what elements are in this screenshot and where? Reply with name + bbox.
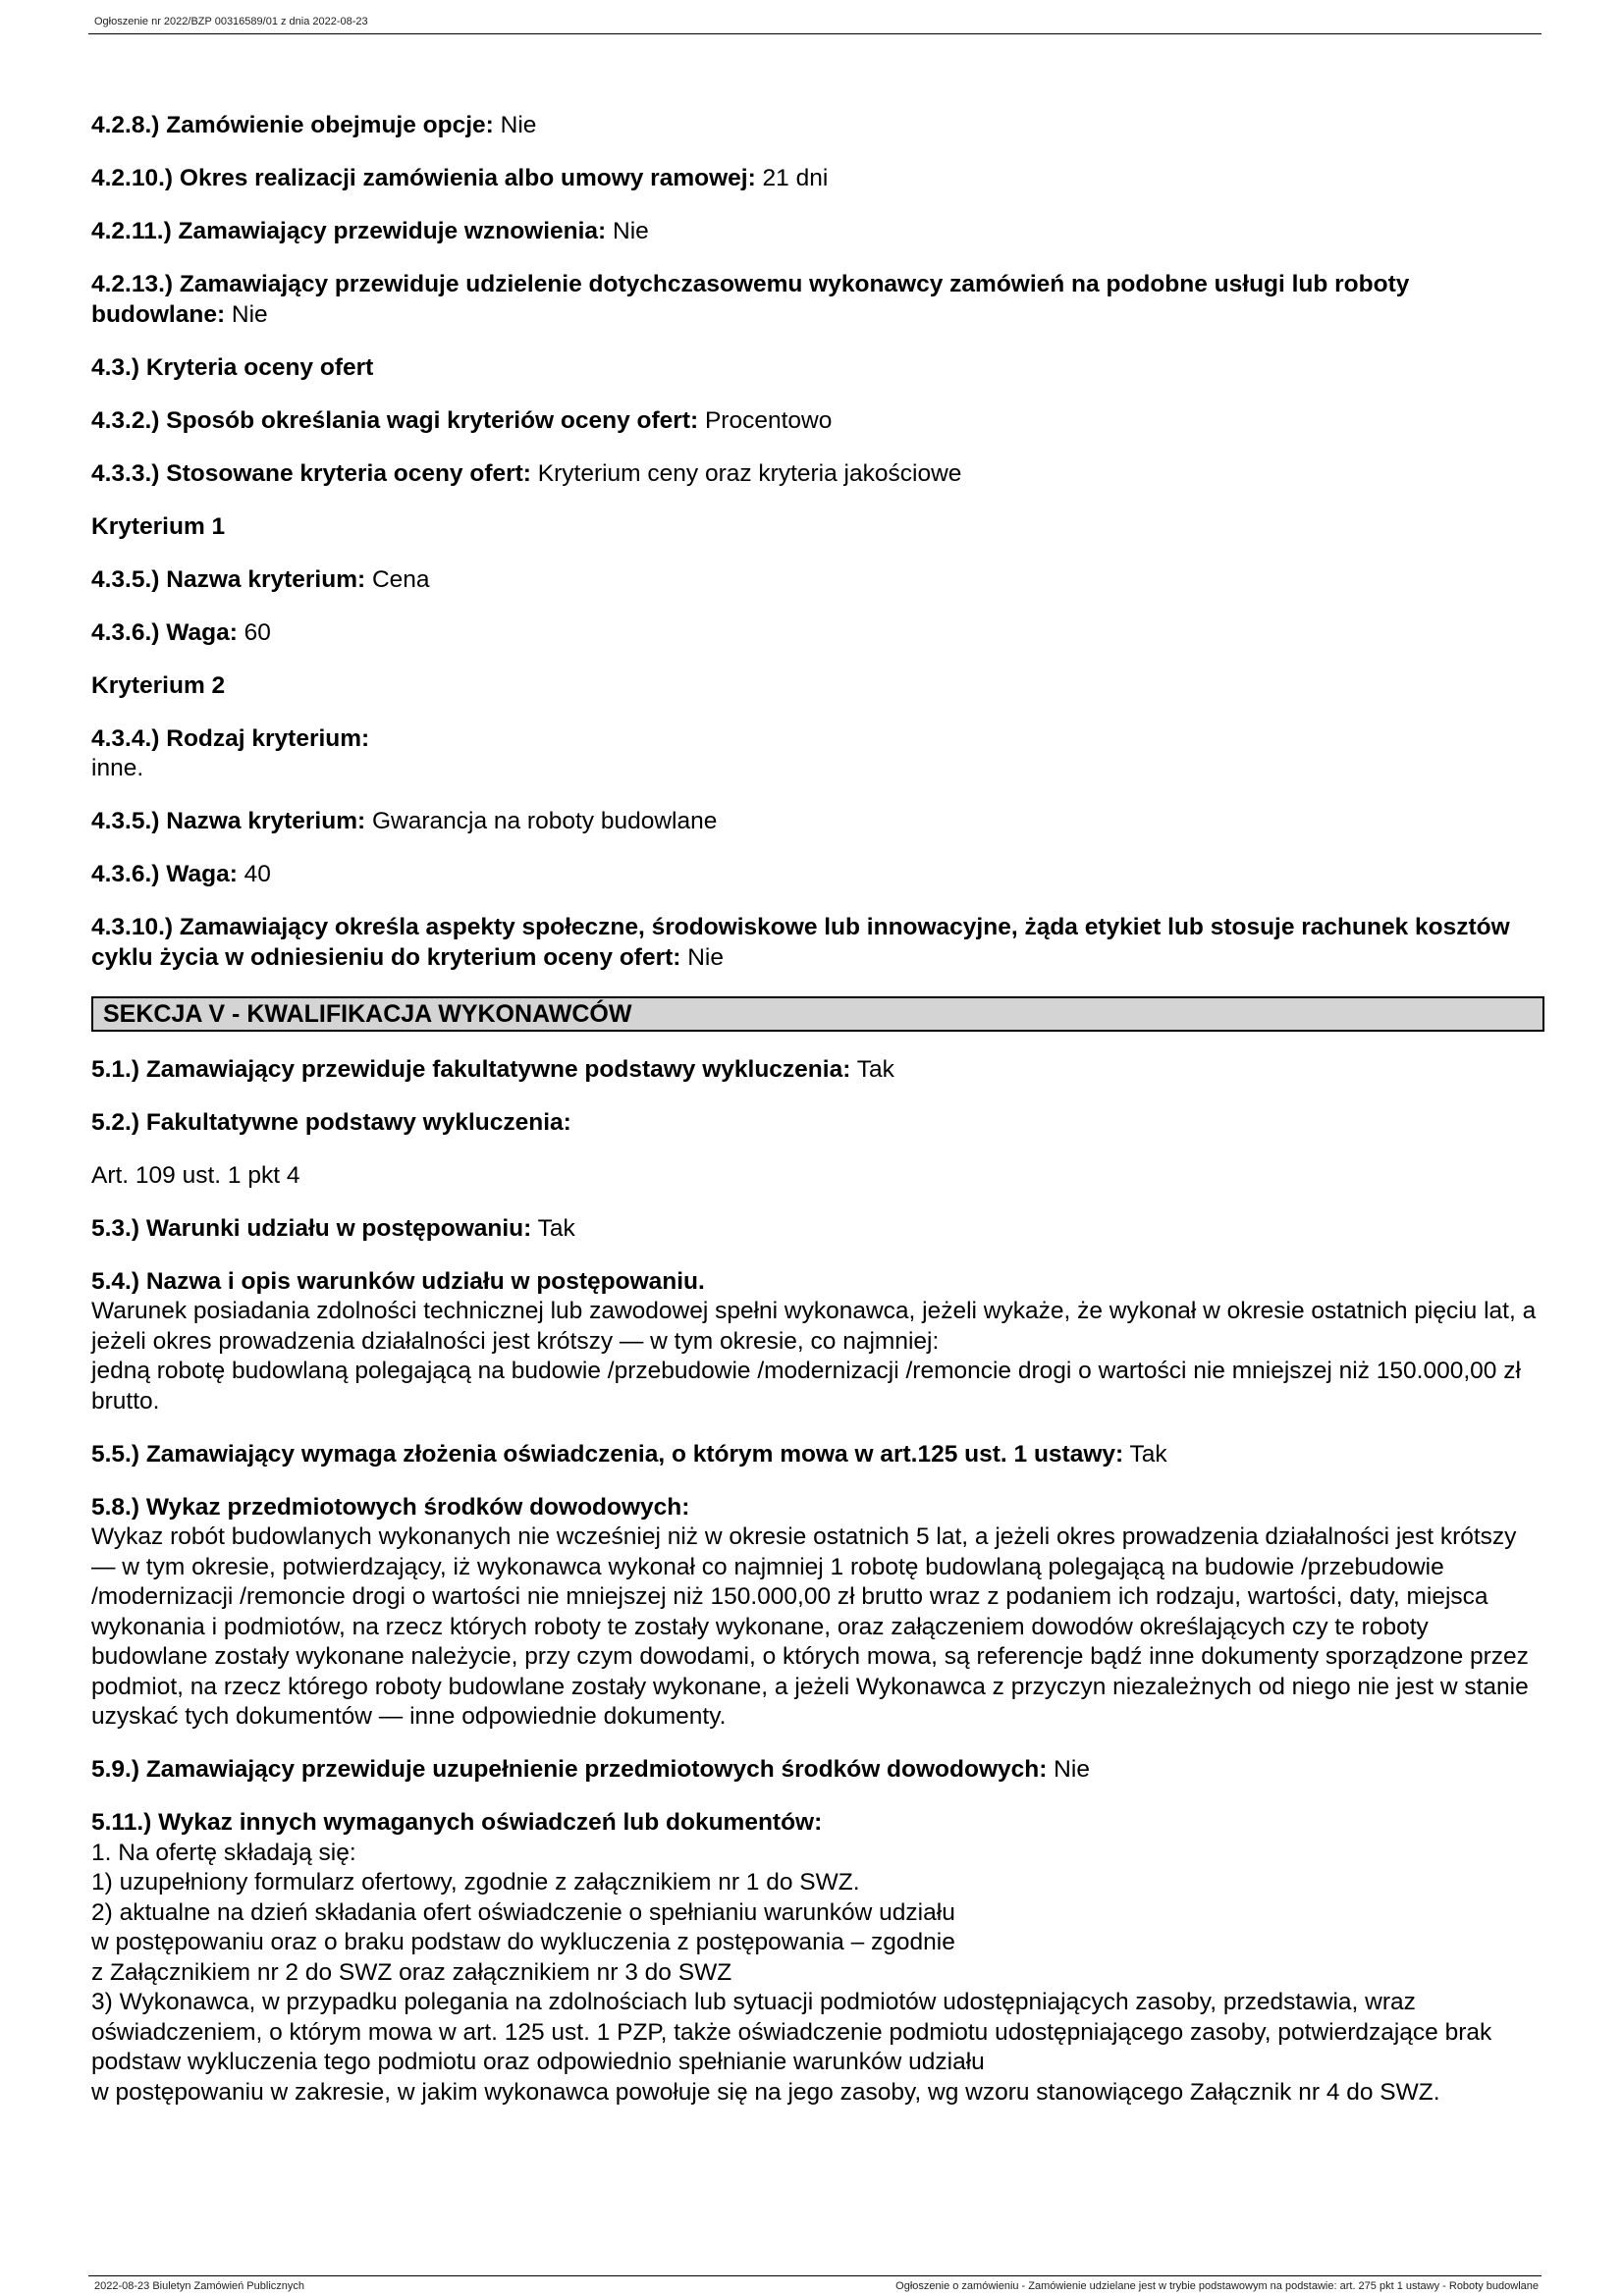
field-label: 4.3.10.) Zamawiający określa aspekty społeczne, środowiskowe lub innowacyjne, żąda etykiet lub stosuje rachunek kosztów cyklu życia w odniesieniu do kryterium oceny ofert:	[91, 914, 1510, 971]
field-label: 4.3.5.) Nazwa kryterium:	[91, 565, 366, 593]
field-label: 4.3.4.) Rodzaj kryterium:	[91, 724, 370, 752]
section-header: SEKCJA V - KWALIFIKACJA WYKONAWCÓW	[91, 996, 1544, 1032]
field-value: Nie	[493, 112, 537, 138]
field-entry	[91, 1808, 1544, 2108]
field-entry	[91, 1214, 1544, 1245]
field-label: 5.11.) Wykaz innych wymaganych oświadczeń lub dokumentów:	[91, 1809, 823, 1836]
field-label: 5.5.) Zamawiający wymaga złożenia oświadczenia, o którym mowa w art.125 ust. 1 ustawy:	[91, 1440, 1124, 1468]
field-label: 5.8.) Wykaz przedmiotowych środków dowodowych:	[91, 1493, 690, 1521]
field-label: Kryterium 1	[91, 512, 226, 540]
footer-left-text: 2022-08-23 Biuletyn Zamówień Publicznych	[94, 2280, 305, 2292]
field-label: 4.3.3.) Stosowane kryteria oceny ofert:	[91, 459, 531, 487]
field-entry	[91, 1755, 1544, 1786]
field-label: 5.1.) Zamawiający przewiduje fakultatywne podstawy wykluczenia:	[91, 1055, 851, 1083]
field-value: 21 dni	[755, 165, 829, 191]
field-entry	[91, 860, 1544, 890]
field-body-line: jedną robotę budowlaną polegającą na budowie /przebudowie /modernizacji /remoncie drogi o wartości nie mniejszej niż 150.000,00 zł brutto.	[91, 1358, 1521, 1415]
page-header-text: Ogłoszenie nr 2022/BZP 00316589/01 z dnia 2022-08-23	[94, 16, 368, 27]
field-value: Nie	[225, 300, 268, 328]
field-value: 40	[237, 861, 271, 887]
footer-rule	[88, 2275, 1542, 2276]
field-label: Kryterium 2	[91, 671, 226, 699]
field-value: Art. 109 ust. 1 pkt 4	[91, 1161, 300, 1189]
field-label: 4.3.) Kryteria oceny ofert	[91, 353, 374, 381]
field-body-line: 1) uzupełniony formularz ofertowy, zgodnie z załącznikiem nr 1 do SWZ.	[91, 1869, 860, 1896]
field-entry	[91, 1108, 1544, 1139]
field-entry	[91, 217, 1544, 247]
field-label: 4.2.11.) Zamawiający przewiduje wznowienia:	[91, 218, 607, 244]
field-body-line: w postępowaniu oraz o braku podstaw do wykluczenia z postępowania – zgodnie	[91, 1929, 955, 1955]
field-entry	[91, 353, 1544, 384]
field-value: 60	[237, 618, 271, 646]
field-entry	[91, 406, 1544, 437]
field-entry	[91, 111, 1544, 141]
field-body-line: Wykaz robót budowlanych wykonanych nie wcześniej niż w okresie ostatnich 5 lat, a jeżeli okres prowadzenia działalności jest krótszy — w tym okresie, potwierdzający, iż wykonawca wykonał co najmniej 1 robotę budowlaną polegającą na budowie /przebudowie /modernizacji /remoncie drogi o wartości nie mniejszej niż 150.000,00 zł brutto wraz z podaniem ich rodzaju, wartości, daty, miejsca wykonania i podmiotów, na rzecz których roboty te zostały wykonane, oraz załączeniem dowodów określających czy te roboty budowlane zostały wykonane należycie, przy czym dowodami, o których mowa, są referencje bądź inne dokumenty sporządzone przez podmiot, na rzecz którego roboty budowlane zostały wykonane, a jeżeli Wykonawca z przyczyn niezależnych od niego nie jest w stanie uzyskać tych dokumentów — inne odpowiednie dokumenty.	[91, 1523, 1529, 1730]
field-label: 4.2.13.) Zamawiający przewiduje udzielenie dotychczasowemu wykonawcy zamówień na podobne usługi lub roboty budowlane:	[91, 271, 1410, 328]
field-value: Tak	[531, 1214, 575, 1242]
field-entry	[91, 1440, 1544, 1470]
field-value: Nie	[680, 943, 724, 971]
field-body-line: z Załącznikiem nr 2 do SWZ oraz załącznikiem nr 3 do SWZ	[91, 1958, 732, 1986]
field-label: 4.3.6.) Waga:	[91, 861, 238, 887]
field-label: 4.3.5.) Nazwa kryterium:	[91, 808, 366, 834]
field-value: Cena	[365, 565, 430, 593]
field-entry	[91, 1055, 1544, 1086]
field-body-line: inne.	[91, 755, 144, 781]
field-value: Procentowo	[698, 406, 833, 434]
field-label: 5.2.) Fakultatywne podstawy wykluczenia:	[91, 1108, 571, 1136]
field-label: 5.4.) Nazwa i opis warunków udziału w postępowaniu.	[91, 1267, 705, 1295]
field-value: Gwarancja na roboty budowlane	[365, 808, 718, 834]
document-body	[91, 111, 1544, 2131]
field-label: 4.2.8.) Zamówienie obejmuje opcje:	[91, 112, 494, 138]
field-entry	[91, 512, 1544, 543]
field-entry	[91, 724, 1544, 784]
field-entry	[91, 270, 1544, 330]
field-label: 5.9.) Zamawiający przewiduje uzupełnienie przedmiotowych środków dowodowych:	[91, 1756, 1048, 1783]
field-label: 4.2.10.) Okres realizacji zamówienia albo umowy ramowej:	[91, 165, 756, 191]
field-body-line: Warunek posiadania zdolności technicznej lub zawodowej spełni wykonawca, jeżeli wykaże, że wykonał w okresie ostatnich pięciu lat, a jeżeli okres prowadzenia działalności jest krótszy — w tym okresie, co najmniej:	[91, 1298, 1537, 1355]
field-entry	[91, 164, 1544, 194]
field-entry	[91, 459, 1544, 490]
field-entry	[91, 1267, 1544, 1417]
section-v-items	[91, 1055, 1544, 2109]
field-entry	[91, 1493, 1544, 1733]
field-value: Tak	[850, 1055, 894, 1083]
field-value: Nie	[606, 218, 649, 244]
field-entry	[91, 565, 1544, 596]
field-value: Kryterium ceny oraz kryteria jakościowe	[530, 459, 962, 487]
field-value: Tak	[1123, 1440, 1167, 1468]
field-entry	[91, 913, 1544, 973]
field-body-line: 2) aktualne na dzień składania ofert oświadczenie o spełnianiu warunków udziału	[91, 1898, 955, 1926]
field-body-line: w postępowaniu w zakresie, w jakim wykonawca powołuje się na jego zasoby, wg wzoru stanowiącego Załącznik nr 4 do SWZ.	[91, 2078, 1440, 2106]
footer-right-text: Ogłoszenie o zamówieniu - Zamówienie udzielane jest w trybie podstawowym na podstawie: art. 275 pkt 1 ustawy - Roboty budowlane	[895, 2280, 1539, 2292]
field-label: 4.3.6.) Waga:	[91, 618, 238, 646]
field-entry	[91, 671, 1544, 702]
field-entry	[91, 807, 1544, 837]
field-body-line: 3) Wykonawca, w przypadku polegania na zdolnościach lub sytuacji podmiotów udostępniających zasoby, przedstawia, wraz oświadczeniem, o którym mowa w art. 125 ust. 1 PZP, także oświadczenie podmiotu udostępniającego zasoby, potwierdzające brak podstaw wykluczenia tego podmiotu oraz odpowiednio spełnianie warunków udziału	[91, 1989, 1492, 2075]
field-label: 4.3.2.) Sposób określania wagi kryteriów oceny ofert:	[91, 406, 699, 434]
field-entry	[91, 1161, 1544, 1192]
header-rule	[88, 33, 1542, 34]
field-entry	[91, 618, 1544, 649]
field-label: 5.3.) Warunki udziału w postępowaniu:	[91, 1214, 532, 1242]
section-iv-items	[91, 111, 1544, 973]
field-body-line: 1. Na ofertę składają się:	[91, 1839, 356, 1866]
field-value: Nie	[1047, 1756, 1090, 1783]
